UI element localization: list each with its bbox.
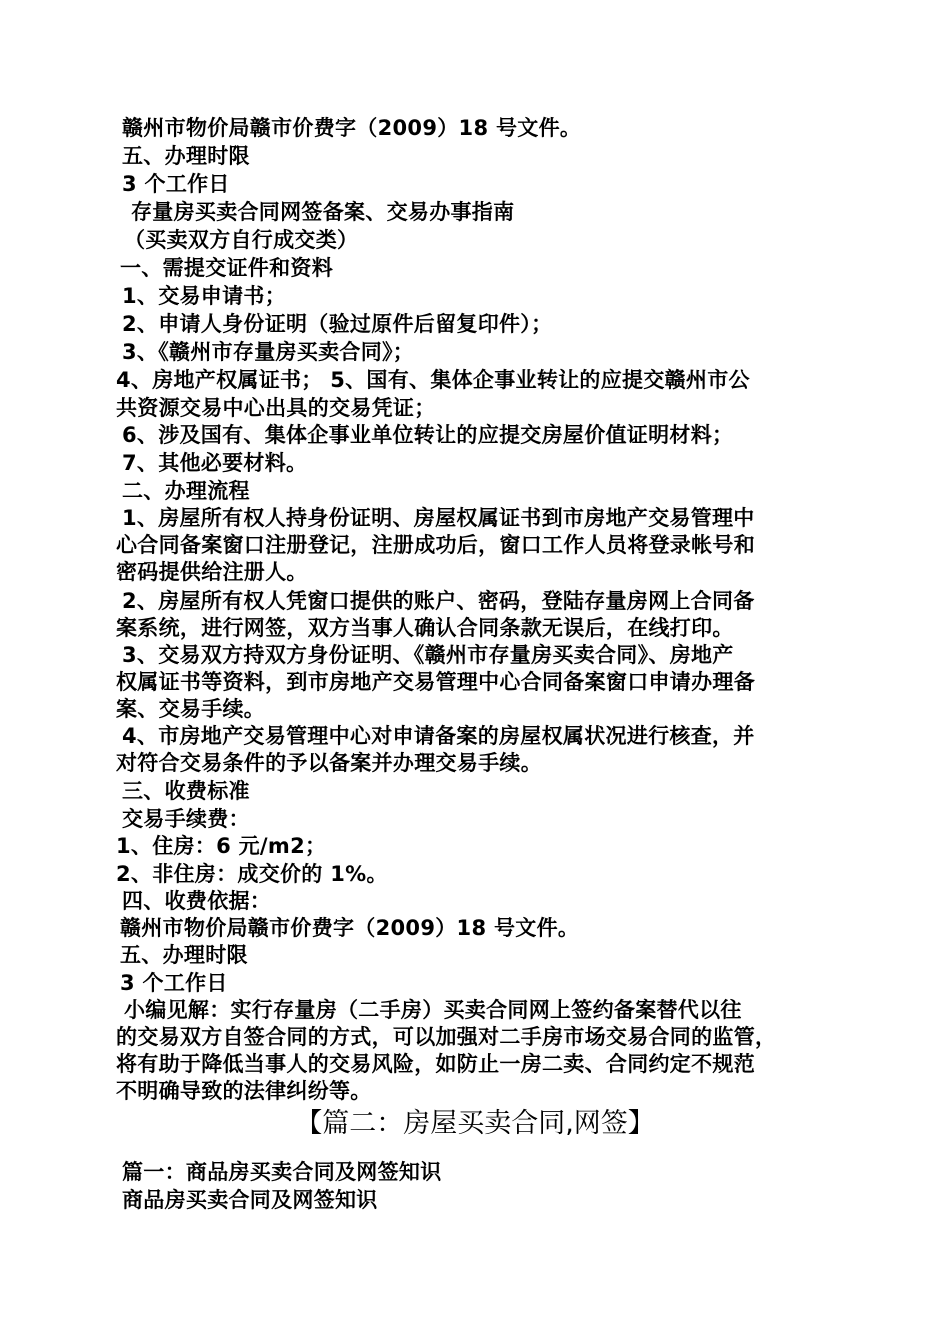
text-line: 将有助于降低当事人的交易风险，如防止一房二卖、合同约定不规范 bbox=[116, 1052, 755, 1076]
text-line: 3、《赣州市存量房买卖合同》； bbox=[122, 340, 415, 364]
text-line: 存量房买卖合同网签备案、交易办事指南 bbox=[131, 200, 515, 224]
text-line: 3 个工作日 bbox=[120, 971, 228, 995]
text-line: 1、房屋所有权人持身份证明、房屋权属证书到市房地产交易管理中 bbox=[122, 506, 755, 530]
text-line: 不明确导致的法律纠纷等。 bbox=[116, 1079, 372, 1103]
text-line: 6、涉及国有、集体企事业单位转让的应提交房屋价值证明材料； bbox=[122, 423, 734, 447]
text-line: 案、交易手续。 bbox=[116, 697, 266, 721]
text-line: （买卖双方自行成交类） bbox=[124, 228, 359, 252]
text-line: 4、市房地产交易管理中心对申请备案的房屋权属状况进行核查，并 bbox=[122, 724, 755, 748]
text-line: 2、房屋所有权人凭窗口提供的账户、密码，登陆存量房网上合同备 bbox=[122, 589, 755, 613]
text-line: 3 个工作日 bbox=[122, 172, 230, 196]
text-line: 三、收费标准 bbox=[122, 779, 250, 803]
text-line: 心合同备案窗口注册登记，注册成功后，窗口工作人员将登录帐号和 bbox=[116, 533, 755, 557]
text-line: 密码提供给注册人。 bbox=[116, 560, 308, 584]
section-heading: 【篇二：房屋买卖合同,网签】 bbox=[295, 1108, 655, 1139]
text-line: 对符合交易条件的予以备案并办理交易手续。 bbox=[116, 751, 542, 775]
text-line: 一、需提交证件和资料 bbox=[120, 256, 333, 280]
text-line: 二、办理流程 bbox=[122, 479, 250, 503]
text-line: 赣州市物价局赣市价费字（2009）18 号文件。 bbox=[120, 916, 580, 940]
text-line: 权属证书等资料，到市房地产交易管理中心合同备案窗口申请办理备 bbox=[116, 670, 755, 694]
text-line: 赣州市物价局赣市价费字（2009）18 号文件。 bbox=[122, 116, 582, 140]
text-line: 2、申请人身份证明（验过原件后留复印件）； bbox=[122, 312, 553, 336]
text-line: 交易手续费： bbox=[122, 807, 250, 831]
text-line: 商品房买卖合同及网签知识 bbox=[122, 1188, 378, 1212]
text-line: 篇一：商品房买卖合同及网签知识 bbox=[122, 1160, 442, 1184]
text-line: 的交易双方自签合同的方式，可以加强对二手房市场交易合同的监管， bbox=[116, 1025, 777, 1049]
text-line: 1、住房：6 元/m2； bbox=[116, 834, 327, 858]
text-line: 7、其他必要材料。 bbox=[122, 451, 308, 475]
text-line: 2、非住房：成交价的 1%。 bbox=[116, 862, 388, 886]
text-line: 1、交易申请书； bbox=[122, 284, 287, 308]
text-line: 3、交易双方持双方身份证明、《赣州市存量房买卖合同》、房地产 bbox=[122, 643, 734, 667]
text-line: 四、收费依据： bbox=[122, 889, 272, 913]
text-line: 五、办理时限 bbox=[120, 943, 248, 967]
text-line: 小编见解：实行存量房（二手房）买卖合同网上签约备案替代以往 bbox=[124, 998, 742, 1022]
text-line: 案系统，进行网签，双方当事人确认合同条款无误后，在线打印。 bbox=[116, 616, 734, 640]
text-line: 共资源交易中心出具的交易凭证； bbox=[116, 396, 436, 420]
text-line: 4、房地产权属证书； 5、国有、集体企事业转让的应提交赣州市公 bbox=[116, 368, 750, 392]
text-line: 五、办理时限 bbox=[122, 144, 250, 168]
